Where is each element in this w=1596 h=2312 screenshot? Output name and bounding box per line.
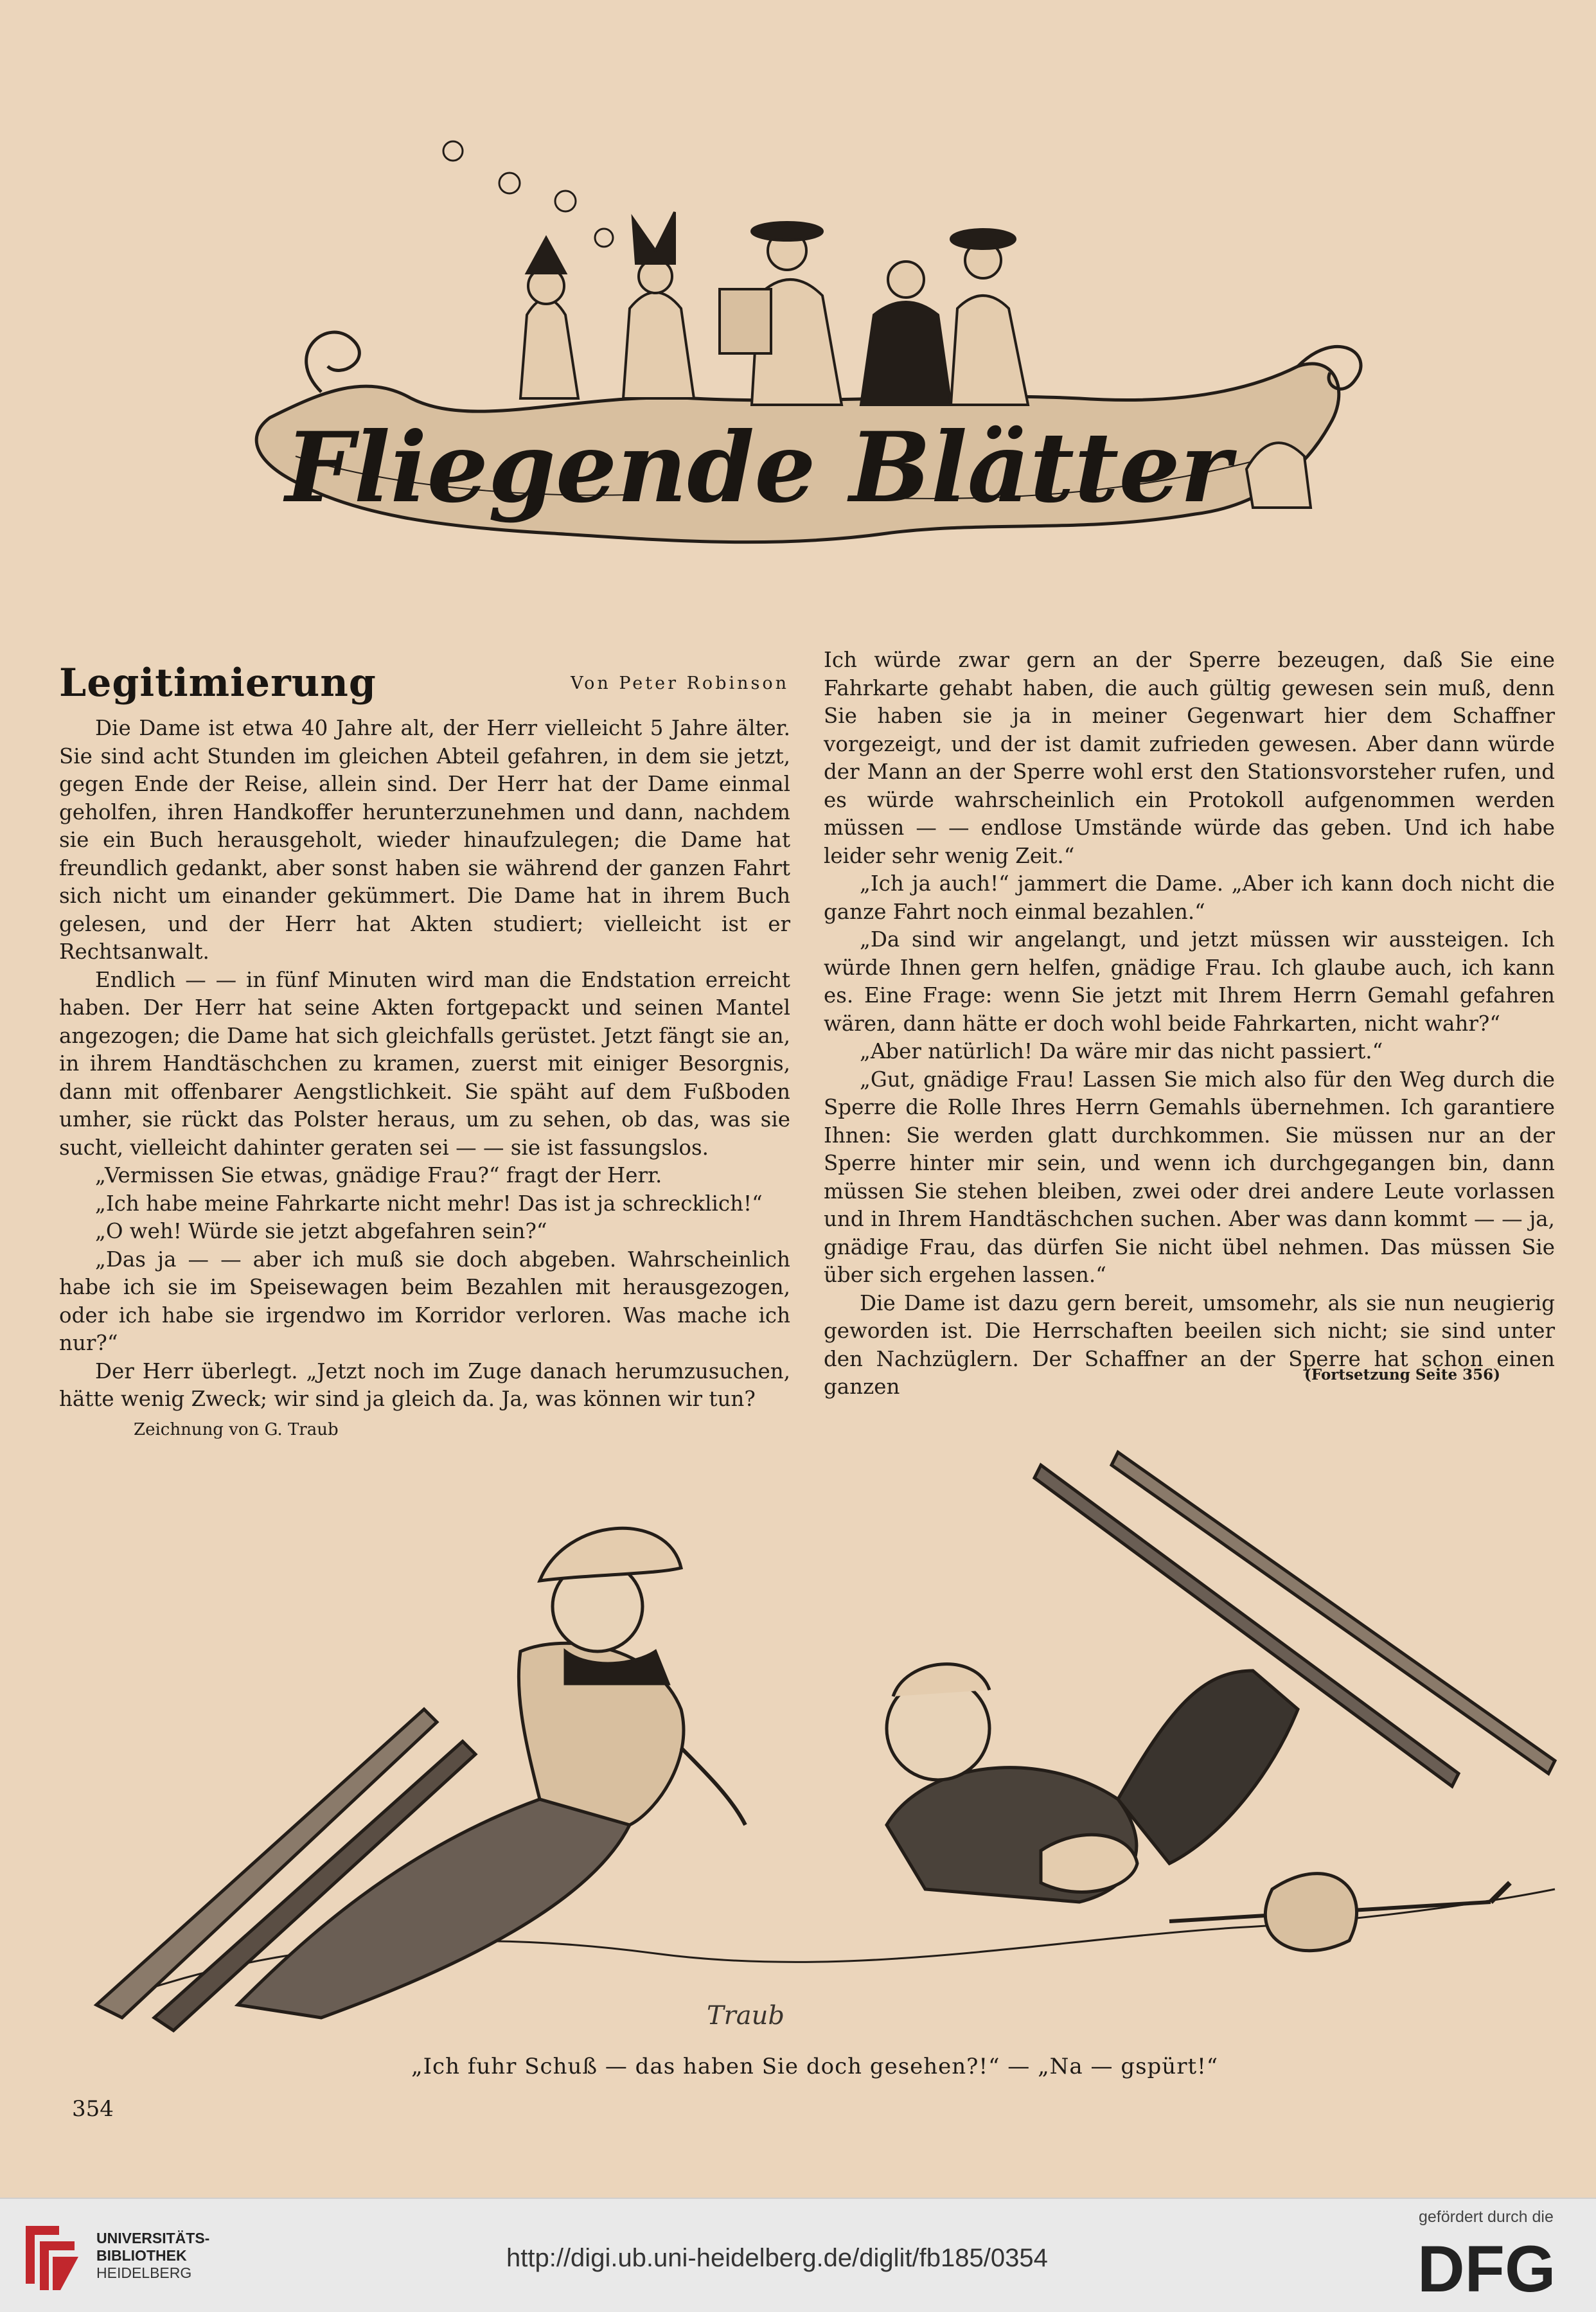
- illustration-caption: „Ich fuhr Schuß — das haben Sie doch gesehen?!“ — „Na — gspürt!“: [411, 2054, 1219, 2079]
- bubble-icon: [555, 191, 576, 211]
- harlequin-figure: [623, 292, 694, 398]
- bubble-icon: [595, 229, 613, 247]
- funding-label: gefördert durch die: [1419, 2208, 1554, 2226]
- ub-heidelberg-logo-icon: [21, 2219, 82, 2294]
- permalink-url[interactable]: http://digi.ub.uni-heidelberg.de/diglit/fb185/0354: [506, 2244, 1048, 2272]
- bubble-icon: [499, 173, 520, 193]
- page-number: 354: [72, 2096, 114, 2122]
- illustration-credit: Zeichnung von G. Traub: [134, 1420, 339, 1439]
- ski-cartoon-illustration: [77, 1439, 1587, 2043]
- paragraph: „Da sind wir angelangt, und jetzt müssen wir aussteigen. Ich würde Ihnen gern helfen, gnädige Frau. Ich glaube auch, ich kann es. Eine Frage: wenn Sie jetzt mit Ihrem Herrn Gemahl gefahren wären, dann hätte er doch wohl beide Fahrkarten, nicht wahr?“: [824, 927, 1555, 1036]
- man-legs: [1118, 1671, 1298, 1863]
- lady-figure: [861, 302, 951, 405]
- text-column-right: [824, 646, 1555, 1401]
- paragraph: Die Dame ist etwa 40 Jahre alt, der Herr vielleicht 5 Jahre älter. Sie sind acht Stunden im gleichen Abteil gefahren, in dem sie jetzt, gegen Ende der Reise, allein sind. Der Herr hat der Dame einmal geholfen, ihren Handkoffer herunterzunehmen und dann, nachdem sie ein Buch herausgeholt, wieder hinaufzulegen; die Dame hat freundlich gedankt, aber sonst haben sie während der ganzen Fahrt sich nicht um einander gekümmert. Die Dame hat in ihrem Buch gelesen, und der Herr hat Akten studiert; vielleicht ist er Rechtsanwalt.: [59, 716, 790, 964]
- masthead-illustration: [244, 122, 1375, 617]
- lady-hat-figure: [951, 296, 1028, 405]
- glove-icon: [1041, 1835, 1137, 1892]
- paragraph: „Vermissen Sie etwas, gnädige Frau?“ fragt der Herr.: [95, 1163, 662, 1187]
- article-title: Legitimierung: [59, 661, 377, 706]
- paragraph: „Das ja — — aber ich muß sie doch abgeben. Wahrscheinlich habe ich sie im Speisewagen beim Bezahlen mit herausgezogen, oder ich habe sie irgendwo im Korridor verloren. Was mache ich nur?“: [59, 1247, 790, 1355]
- ski-cap-icon: [540, 1528, 681, 1581]
- paragraph: „Ich ja auch!“ jammert die Dame. „Aber ich kann doch nicht die ganze Fahrt noch einmal bezahlen.“: [824, 871, 1555, 924]
- library-name: UNIVERSITÄTS- BIBLIOTHEK HEIDELBERG: [96, 2230, 210, 2281]
- text-column-left: [59, 715, 790, 1414]
- paragraph: Die Dame ist dazu gern bereit, umsomehr, als sie nun neugierig geworden ist. Die Herrschaften beeilen sich nicht; sie sind unter den Nachzüglern. Der Schaffner an der Sperre hat schon einen ganzen: [824, 1290, 1555, 1399]
- scroll-curl-icon: [306, 332, 360, 392]
- dfg-logo-icon: [1417, 2235, 1578, 2299]
- artist-signature: Traub: [707, 2001, 785, 2031]
- paragraph: „Gut, gnädige Frau! Lassen Sie mich also für den Weg durch die Sperre die Rolle Ihres Herrn Gemahls übernehmen. Ich garantiere Ihnen: Sie werden glatt durchkommen. Sie müssen nur an der Sperre hinter mir sein, und wenn ich durchgegangen bin, dann müssen Sie stehen bleiben, zwei oder drei andere Leute vorlassen und in Ihrem Handtäschchen suchen. Aber was dann kommt — — ja, gnädige Frau, das dürfen Sie nicht übel nehmen. Das müssen Sie über sich ergehen lassen.“: [824, 1067, 1555, 1287]
- bubble-icon: [443, 141, 463, 161]
- paragraph: Endlich — — in fünf Minuten wird man die Endstation erreicht haben. Der Herr hat seine Akten fortgepackt und seinen Mantel angezogen; die Dame hat sich gleichfalls gerüstet. Jetzt fängt sie an, in ihrem Handtäschchen zu kramen, zuerst mit einiger Besorgnis, dann mit offenbarer Aengstlichkeit. Sie späht auf dem Fußboden umher, sie rückt das Polster heraus, um zu sehen, ob das, was sie sucht, vielleicht dahinter geraten sei — — sie ist fassungslos.: [59, 967, 790, 1160]
- continuation-note: (Fortsetzung Seite 356): [1304, 1366, 1500, 1383]
- svg-text:DFG: DFG: [1417, 2235, 1556, 2299]
- digitization-footer: [0, 2198, 1596, 2312]
- paragraph: „O weh! Würde sie jetzt abgefahren sein?“: [95, 1219, 547, 1243]
- paragraph: Der Herr überlegt. „Jetzt noch im Zuge danach herumzusuchen, hätte wenig Zweck; wir sind ja gleich da. Ja, was können wir tun?: [59, 1358, 790, 1411]
- paragraph: „Aber natürlich! Da wäre mir das nicht passiert.“: [860, 1039, 1383, 1063]
- jester-figure: [520, 299, 578, 398]
- paragraph: „Ich habe meine Fahrkarte nicht mehr! Das ist ja schrecklich!“: [95, 1191, 763, 1216]
- masthead-title: Fliegende Blätter: [285, 411, 1231, 524]
- article-byline: Von Peter Robinson: [571, 673, 789, 693]
- paragraph: Ich würde zwar gern an der Sperre bezeugen, daß Sie eine Fahrkarte gehabt haben, die auch gültig gewesen sein muß, denn Sie haben sie ja in meiner Gegenwart hier dem Schaffner vorgezeigt, und der ist damit zufrieden gewesen. Aber dann würde der Mann an der Sperre wohl erst den Stationsvorsteher rufen, und es würde wahrscheinlich ein Protokoll aufgenommen werden müssen — — endlose Umstände würde das geben. Und ich habe leider sehr wenig Zeit.“: [824, 648, 1555, 868]
